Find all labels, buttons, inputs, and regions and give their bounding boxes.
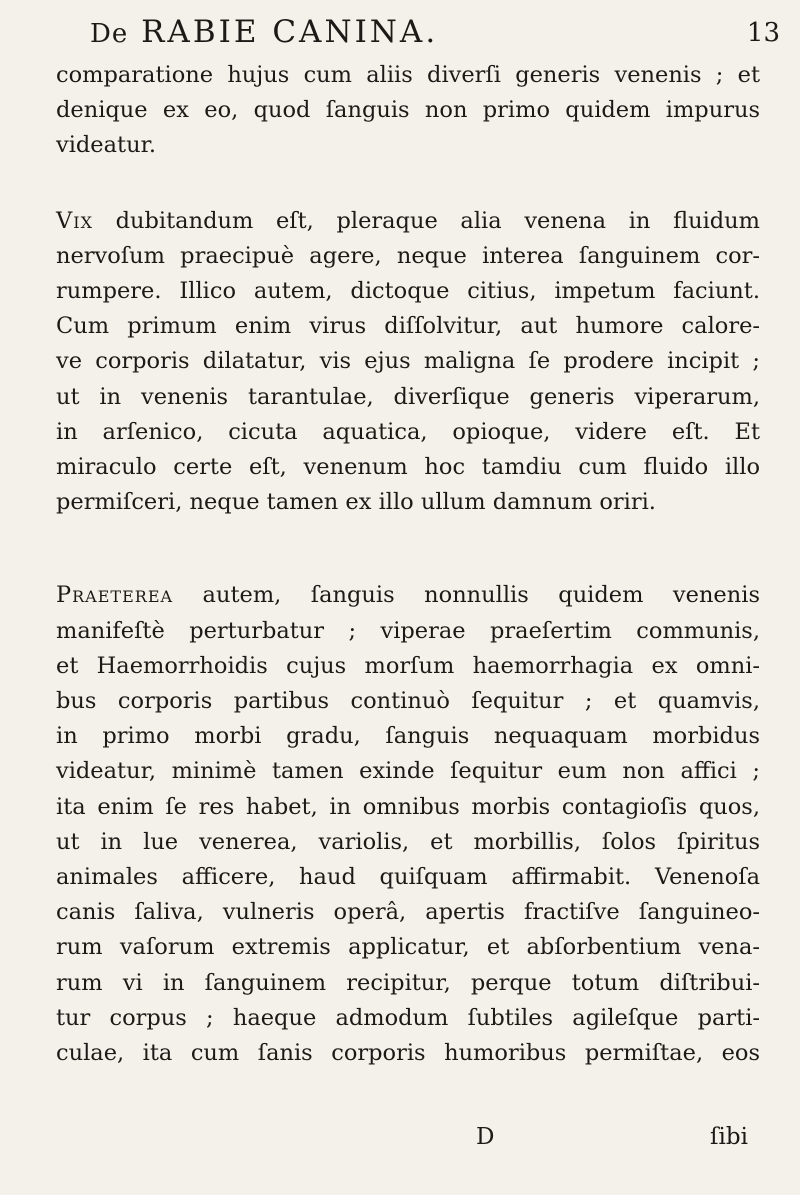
lead-word: Praeterea <box>56 582 174 609</box>
text-line: videatur. <box>56 132 157 159</box>
running-title <box>90 14 438 50</box>
line-text: autem, ſanguis nonnullis quidem venenis <box>173 582 760 609</box>
text-line: manifeſtè perturbatur ; viperae praeſertim communis, <box>56 617 760 644</box>
text-line: in arſenico, cicuta aquatica, opioque, videre eſt. Et <box>56 418 760 445</box>
text-line: canis ſaliva, vulneris operâ, apertis fractiſve ſanguineo- <box>56 899 760 926</box>
text-line: miraculo certe eſt, venenum hoc tamdiu cum fluido illo <box>56 454 760 481</box>
paragraph-3 <box>56 578 760 1071</box>
signature-mark: D <box>476 1124 495 1150</box>
running-title-de: De <box>90 19 129 49</box>
text-line: denique ex eo, quod ſanguis non primo quidem impurus <box>56 97 760 124</box>
text-line: Cum primum enim virus diſſolvitur, aut humore calore- <box>56 313 760 340</box>
page-header <box>90 8 780 56</box>
paragraph-gap <box>56 164 760 204</box>
paragraph-gap <box>56 520 760 578</box>
line-text: dubitandum eſt, pleraque alia venena in fluidum <box>92 207 760 234</box>
text-line: bus corporis partibus continuò ſequitur ; et quamvis, <box>56 688 760 715</box>
page-footer <box>56 1124 760 1164</box>
text-line: ut in venenis tarantulae, diverſique generis viperarum, <box>56 383 760 410</box>
text-line: tur corpus ; haeque admodum ſubtiles agileſque parti- <box>56 1004 760 1031</box>
paragraph-1 <box>56 58 760 164</box>
paragraph-2 <box>56 204 760 521</box>
text-line: ut in lue venerea, variolis, et morbillis, ſolos ſpiritus <box>56 828 760 855</box>
running-title-main: RABIE CANINA. <box>141 14 439 50</box>
text-line: in primo morbi gradu, ſanguis nequaquam morbidus <box>56 723 760 750</box>
page-number: 13 <box>746 18 780 48</box>
body-text <box>56 58 760 1071</box>
text-line: animales afficere, haud quiſquam affirmabit. Venenoſa <box>56 864 760 891</box>
catchword: ſibi <box>710 1124 748 1150</box>
text-line: rum vaſorum extremis applicatur, et abſorbentium vena- <box>56 934 760 961</box>
text-line <box>56 204 760 239</box>
text-line: permiſceri, neque tamen ex illo ullum damnum oriri. <box>56 489 656 516</box>
text-line: rumpere. Illico autem, dictoque citius, impetum faciunt. <box>56 278 760 305</box>
text-line: ita enim ſe res habet, in omnibus morbis contagioſis quos, <box>56 793 760 820</box>
text-line: comparatione hujus cum aliis diverſi generis venenis ; et <box>56 62 760 88</box>
text-line <box>56 578 760 613</box>
text-line: et Haemorrhoidis cujus morſum haemorrhagia ex omni- <box>56 652 760 679</box>
text-line: ve corporis dilatatur, vis ejus maligna ſe prodere incipit ; <box>56 348 760 375</box>
text-line: rum vi in ſanguinem recipitur, perque totum diſtribui- <box>56 969 760 996</box>
text-line: culae, ita cum ſanis corporis humoribus permiſtae, eos <box>56 1040 760 1067</box>
lead-word: Vix <box>56 207 93 234</box>
text-line: videatur, minimè tamen exinde ſequitur eum non affici ; <box>56 758 760 785</box>
text-line: nervoſum praecipuè agere, neque interea ſanguinem cor- <box>56 242 760 269</box>
